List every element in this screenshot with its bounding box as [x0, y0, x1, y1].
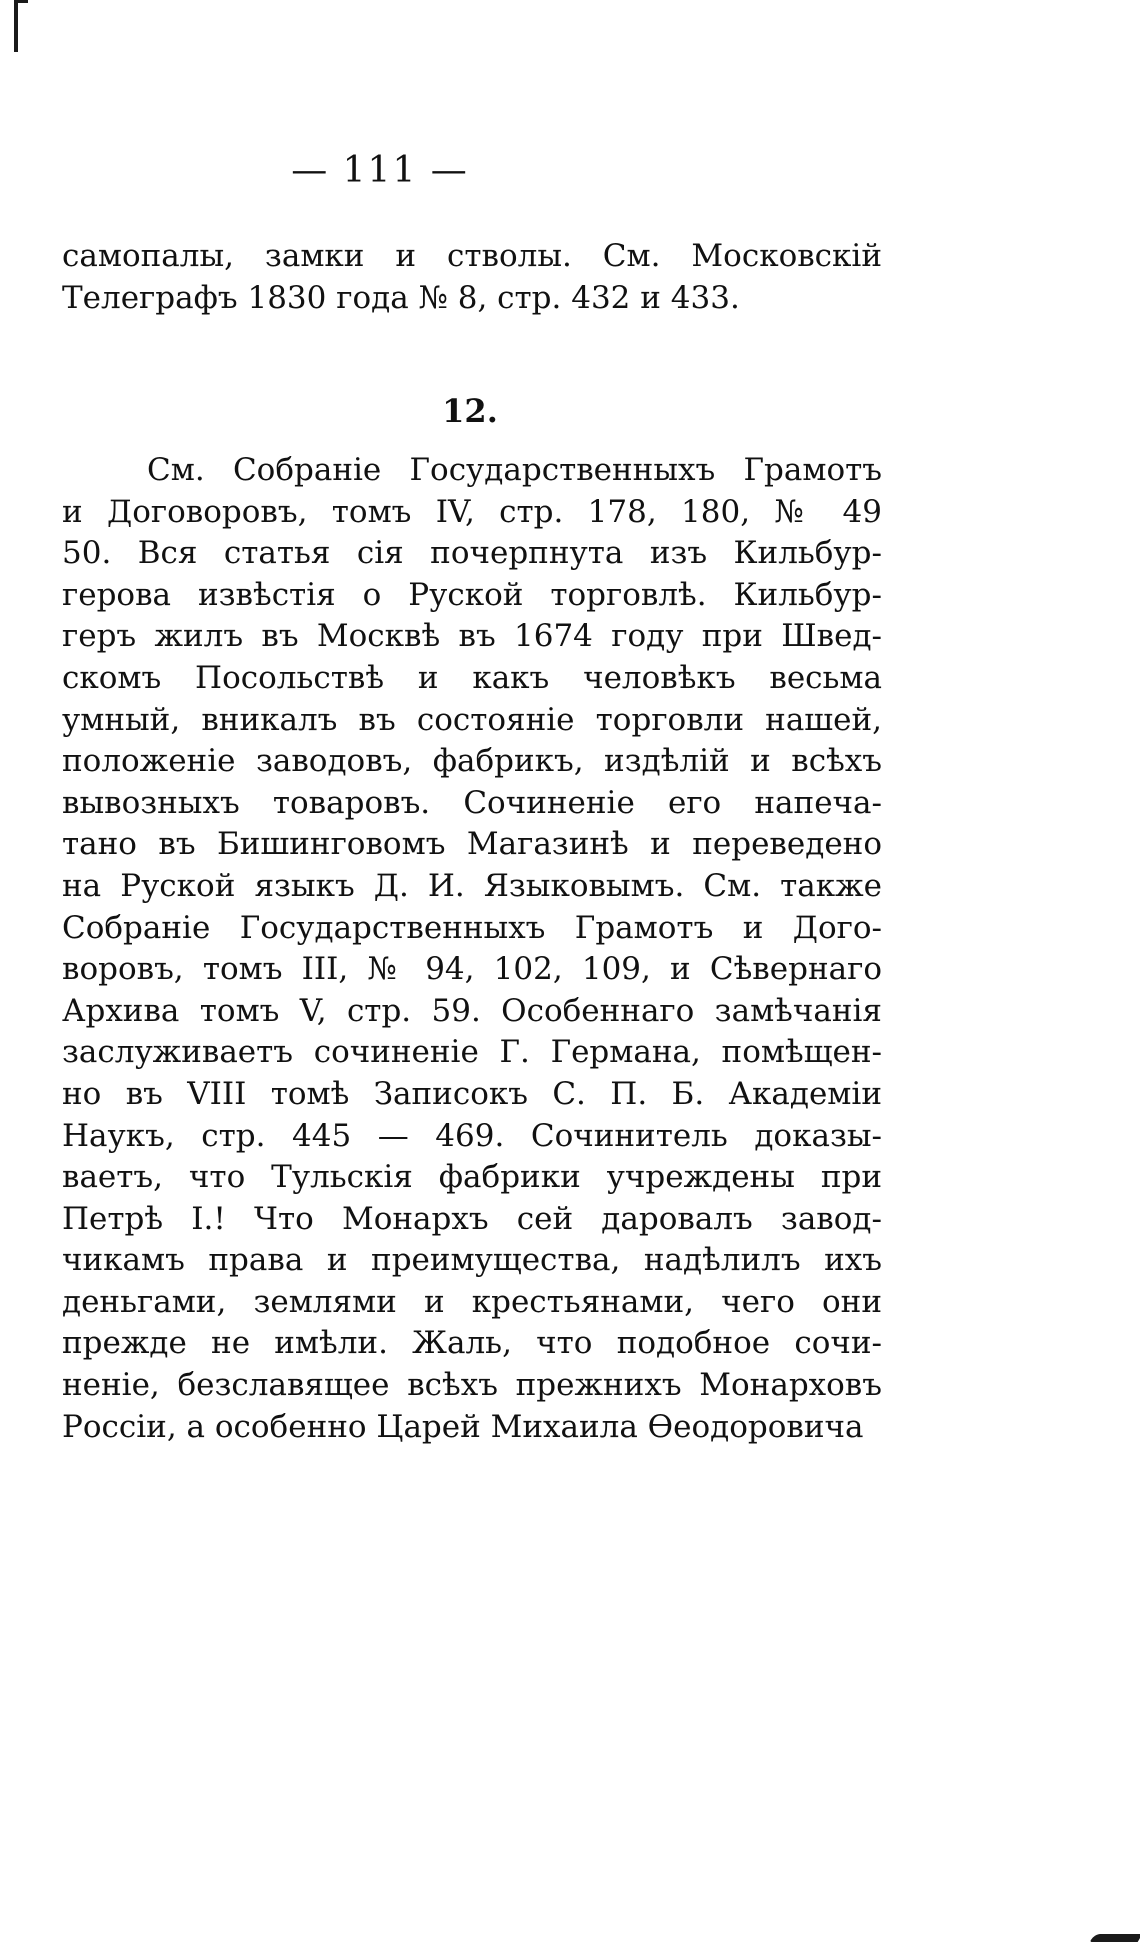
text-line: Архива томъ V, стр. 59. Особеннаго замѣчанія — [62, 992, 882, 1029]
text-line: деньгами, землями и крестьянами, чего они — [62, 1283, 882, 1320]
text-line: Телеграфъ 1830 года № 8, стр. 432 и 433. — [62, 279, 740, 316]
text-line: 50. Вся статья сія почерпнута изъ Кильбур- — [62, 535, 882, 572]
section-number: 12. — [442, 392, 498, 430]
text-line: геръ жилъ въ Москвѣ въ 1674 году при Швед- — [62, 618, 882, 655]
page-number: — 111 — — [291, 150, 469, 191]
text-line: герова извѣстія о Руской торговлѣ. Кильбур- — [62, 576, 882, 613]
text-line: но въ VIII томѣ Записокъ С. П. Б. Академіи — [62, 1075, 882, 1112]
text-line: прежде не имѣли. Жаль, что подобное сочи- — [62, 1325, 882, 1362]
text-line: умный, вникалъ въ состояніе торговли нашей, — [62, 701, 882, 738]
text-line: чикамъ права и преимущества, надѣлилъ ихъ — [62, 1242, 882, 1279]
continued-paragraph — [62, 236, 882, 319]
text-line: Наукъ, стр. 445 — 469. Сочинитель доказы- — [62, 1117, 882, 1154]
text-line: ваетъ, что Тульскія фабрики учреждены при — [62, 1159, 882, 1196]
text-line: Россіи, а особенно Царей Михаила Ѳеодоровича — [62, 1408, 864, 1445]
text-line: вывозныхъ товаровъ. Сочиненіе его напеча- — [62, 784, 882, 821]
scan-corner-smudge — [1090, 1934, 1140, 1942]
text-line: и Договоровъ, томъ IV, стр. 178, 180, № 49 — [62, 493, 882, 530]
text-line: скомъ Посольствѣ и какъ человѣкъ весьма — [62, 659, 882, 696]
text-line: Собраніе Государственныхъ Грамотъ и Дого- — [62, 909, 882, 946]
text-line: самопалы, замки и стволы. См. Московскій — [62, 238, 882, 274]
text-line: на Руской языкъ Д. И. Языковымъ. См. также — [62, 867, 882, 904]
text-line: положеніе заводовъ, фабрикъ, издѣлій и всѣхъ — [62, 743, 882, 780]
scan-edge-mark — [14, 0, 18, 52]
text-line: Петрѣ I.! Что Монархъ сей даровалъ завод- — [62, 1200, 882, 1237]
note-paragraph — [62, 450, 882, 1448]
text-line: заслуживаетъ сочиненіе Г. Германа, помѣщен- — [62, 1034, 882, 1071]
text-line: См. Собраніе Государственныхъ Грамотъ — [147, 452, 882, 488]
text-line: воровъ, томъ III, № 94, 102, 109, и Сѣвернаго — [62, 951, 882, 988]
text-line: неніе, безславящее всѣхъ прежнихъ Монарховъ — [62, 1367, 882, 1404]
scan-edge-mark-top — [14, 0, 28, 3]
text-line: тано въ Бишинговомъ Магазинѣ и переведено — [62, 826, 882, 863]
